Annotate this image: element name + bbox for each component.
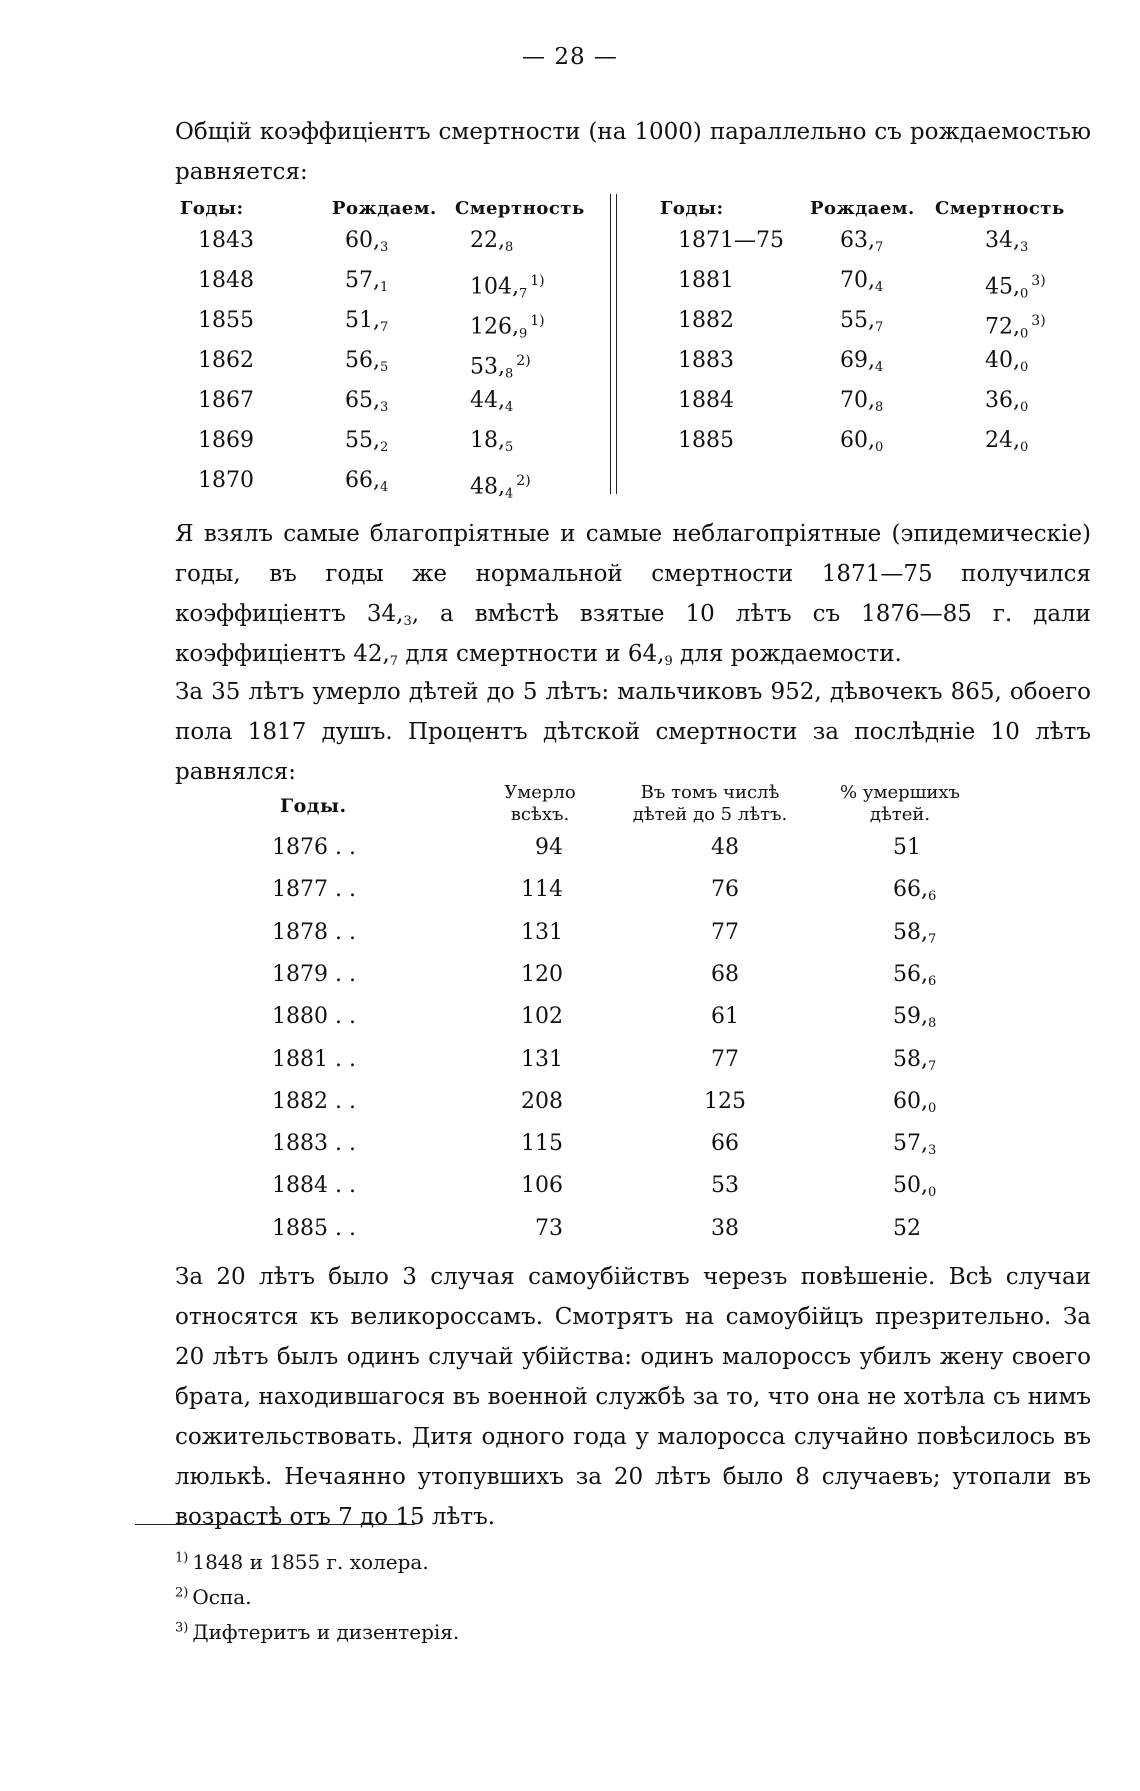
cell-decimal: 0 (1020, 286, 1029, 302)
cell-decimal: 4 (380, 480, 389, 495)
t1-right-year: 1881 (678, 268, 734, 293)
cell-value: 56, (345, 348, 380, 373)
footnote-mark: 3) (175, 1620, 189, 1636)
cell-value: 70, (840, 388, 875, 413)
t1-right-header-death: Смертность (935, 198, 1065, 219)
t2-all: 131 (521, 919, 563, 945)
cell-value: 45, (985, 274, 1020, 300)
p2-text-c: для смертности и 64, (398, 641, 665, 667)
t1-left-death (470, 427, 513, 455)
cell-value: 24, (985, 428, 1020, 453)
t2-all: 73 (535, 1215, 563, 1241)
t1-left-birth (345, 427, 388, 455)
t1-left-death (470, 347, 531, 381)
t1-right-death (985, 387, 1028, 415)
t2-pct (893, 1046, 936, 1074)
t1-left-death (470, 307, 545, 341)
t1-left-death (470, 267, 545, 301)
cell-decimal: 7 (928, 931, 937, 947)
cell-value: 126, (470, 314, 519, 340)
t1-left-year: 1870 (198, 468, 254, 493)
p2-text-a: Я взялъ самые благопріятные и самые неблагопріятные (эпидемическіе) годы, въ годы же нормальной смертности 1871—75 получился коэффиціентъ 34, (175, 521, 1091, 627)
t1-right-birth (840, 427, 883, 455)
cell-value: 48, (470, 474, 505, 500)
cell-value: 70, (840, 268, 875, 293)
t1-left-birth (345, 267, 388, 295)
t2-pct (893, 1172, 936, 1200)
cell-value: 59, (893, 1004, 928, 1030)
t1-left-year: 1855 (198, 308, 254, 333)
t2-header-pct-line2: дѣтей. (869, 804, 931, 825)
t1-right-birth (840, 387, 883, 415)
cell-footnote-ref: 2) (516, 353, 531, 369)
t1-left-birth (345, 307, 388, 335)
cell-value: 104, (470, 274, 519, 300)
cell-decimal: 8 (875, 400, 884, 415)
paragraph-child-deaths: За 35 лѣтъ умерло дѣтей до 5 лѣтъ: мальчиковъ 952, дѣвочекъ 865, обоего пола 1817 душъ. Процентъ дѣтской смертности за послѣдніе 10 лѣтъ равнялся: (175, 679, 1091, 785)
t1-left-birth (345, 347, 388, 375)
cell-value: 55, (345, 428, 380, 453)
cell-value: 69, (840, 348, 875, 373)
t1-divider-a (610, 194, 611, 494)
cell-value: 60, (840, 428, 875, 453)
t2-all: 102 (521, 1004, 563, 1030)
t2-header-all-line1: Умерло (504, 782, 576, 803)
cell-decimal: 7 (875, 320, 884, 335)
cell-value: 44, (470, 388, 505, 413)
t2-header-all-line2: всѣхъ. (510, 804, 570, 825)
t1-left-header-year: Годы: (180, 198, 244, 219)
cell-value: 60, (893, 1088, 928, 1114)
t2-header-all (470, 782, 610, 826)
cell-value: 34, (985, 228, 1020, 253)
t2-year: 1877 . . (272, 877, 356, 903)
t1-right-death (985, 347, 1028, 375)
t2-kids: 38 (711, 1215, 739, 1241)
t2-kids: 76 (711, 877, 739, 903)
p2-sub-a: 3 (403, 614, 412, 629)
t2-pct (893, 876, 936, 904)
cell-decimal: 7 (380, 320, 389, 335)
t1-left-year: 1862 (198, 348, 254, 373)
t1-left-birth (345, 227, 388, 255)
t1-left-death (470, 467, 531, 501)
cell-value: 63, (840, 228, 875, 253)
cell-decimal: 0 (928, 1100, 937, 1116)
t1-right-year: 1884 (678, 388, 734, 413)
cell-footnote-ref: 2) (516, 473, 531, 489)
cell-decimal: 7 (928, 1058, 937, 1074)
t1-left-year: 1867 (198, 388, 254, 413)
t1-left-birth (345, 467, 388, 495)
cell-decimal: 8 (505, 240, 514, 255)
t1-right-birth (840, 347, 883, 375)
cell-value: 36, (985, 388, 1020, 413)
cell-value: 66, (893, 877, 928, 903)
cell-decimal: 4 (875, 360, 884, 375)
footnote-mark: 2) (175, 1585, 189, 1601)
p2-sub-b: 7 (389, 654, 399, 669)
t2-header-pct-line1: % умершихъ (840, 782, 960, 803)
t2-kids: 77 (711, 1046, 739, 1072)
cell-footnote-ref: 1) (530, 313, 545, 329)
cell-value: 40, (985, 348, 1020, 373)
cell-decimal: 8 (505, 366, 514, 382)
cell-decimal: 3 (1020, 240, 1029, 255)
t2-year: 1885 . . (272, 1215, 356, 1241)
t2-kids: 48 (711, 835, 739, 860)
t1-right-year: 1883 (678, 348, 734, 373)
t2-all: 131 (521, 1046, 563, 1072)
cell-footnote-ref: 3) (1031, 273, 1046, 289)
footnote (175, 1585, 252, 1609)
t1-right-death (985, 307, 1046, 341)
p2-text-b: , а вмѣстѣ взятые 10 лѣтъ съ 1876—85 г. дали коэффиціентъ 42, (175, 601, 1091, 667)
cell-value: 58, (893, 919, 928, 945)
t2-pct (893, 1130, 936, 1158)
t1-left-year: 1843 (198, 228, 254, 253)
t1-right-birth (840, 267, 883, 295)
cell-value: 18, (470, 428, 505, 453)
t1-divider-b (616, 194, 617, 494)
t2-pct (893, 834, 921, 862)
t1-right-death (985, 427, 1028, 455)
cell-value: 50, (893, 1173, 928, 1199)
cell-value: 52 (893, 1215, 921, 1241)
cell-decimal: 9 (518, 326, 528, 342)
footnote-text: Оспа. (192, 1585, 252, 1609)
t1-right-header-year: Годы: (660, 198, 724, 219)
cell-footnote-ref: 1) (530, 273, 545, 289)
cell-decimal: 0 (1020, 360, 1029, 375)
t2-kids: 61 (711, 1004, 739, 1030)
cell-value: 51, (345, 308, 380, 333)
cell-value: 72, (985, 314, 1020, 340)
footnote-text: Дифтеритъ и дизентерія. (192, 1620, 460, 1644)
cell-decimal: 5 (380, 360, 389, 375)
footnote-rule (135, 1524, 415, 1525)
t1-right-year: 1885 (678, 428, 734, 453)
t2-header-pct (825, 782, 975, 826)
t2-kids: 68 (711, 961, 739, 987)
t2-pct (893, 1003, 936, 1031)
t2-kids: 77 (711, 919, 739, 945)
t2-all: 114 (521, 877, 563, 903)
cell-decimal: 3 (380, 240, 389, 255)
t1-right-header-birth: Рождаем. (810, 198, 915, 219)
t2-pct (893, 961, 936, 989)
t1-right-death (985, 267, 1046, 301)
paragraph-suicides: За 20 лѣтъ было 3 случая самоубійствъ черезъ повѣшеніе. Всѣ случаи относятся къ великороссамъ. Смотрятъ на самоубійцъ презрительно. За 20 лѣтъ былъ одинъ случай убійства: одинъ малороссъ убилъ жену своего брата, находившагося въ военной службѣ за то, что она не хотѣла съ нимъ сожительствовать. Дитя одного года у малоросса случайно повѣсилось въ люлькѣ. Нечаянно утопувшихъ за 20 лѣтъ было 8 случаевъ; утопали въ возрастѣ отъ 7 до 15 лѣтъ. (175, 1264, 1091, 1530)
cell-decimal: 0 (875, 440, 884, 455)
cell-decimal: 8 (928, 1016, 937, 1032)
intro-paragraph: Общій коэффиціентъ смертности (на 1000) параллельно съ рождаемостью равняется: (175, 119, 1091, 185)
cell-decimal: 1 (380, 280, 389, 295)
t1-right-year: 1871—75 (678, 228, 784, 253)
cell-decimal: 0 (1020, 440, 1029, 455)
page-number: — 28 — (522, 44, 618, 70)
cell-decimal: 7 (875, 240, 884, 255)
cell-decimal: 6 (928, 973, 937, 989)
t2-all: 208 (521, 1088, 563, 1114)
cell-value: 53, (470, 354, 505, 380)
footnote (175, 1620, 459, 1644)
cell-decimal: 6 (928, 889, 937, 905)
footnote-mark: 1) (175, 1550, 189, 1566)
cell-decimal: 3 (928, 1143, 937, 1159)
cell-value: 57, (893, 1131, 928, 1157)
cell-value: 66, (345, 468, 380, 493)
t2-header-kids-line2: дѣтей до 5 лѣтъ. (632, 804, 788, 825)
t2-year: 1882 . . (272, 1088, 356, 1114)
t2-header-kids-line1: Въ томъ числѣ (640, 782, 780, 803)
t2-year: 1884 . . (272, 1173, 356, 1199)
cell-decimal: 3 (380, 400, 389, 415)
t2-year: 1878 . . (272, 919, 356, 945)
paragraph-coefficients (175, 514, 1091, 674)
t2-year: 1881 . . (272, 1046, 356, 1072)
footnote-text: 1848 и 1855 г. холера. (192, 1550, 429, 1574)
cell-decimal: 4 (505, 400, 514, 415)
t1-right-birth (840, 307, 883, 335)
cell-value: 57, (345, 268, 380, 293)
t2-kids: 66 (711, 1131, 739, 1157)
t2-all: 115 (521, 1131, 563, 1157)
t1-left-header-birth: Рождаем. (332, 198, 437, 219)
t2-year: 1879 . . (272, 961, 356, 987)
t2-kids: 125 (704, 1088, 746, 1114)
t2-pct (893, 919, 936, 947)
cell-value: 56, (893, 961, 928, 987)
t2-year: 1883 . . (272, 1131, 356, 1157)
cell-decimal: 0 (928, 1185, 937, 1201)
t1-right-birth (840, 227, 883, 255)
t2-kids: 53 (711, 1173, 739, 1199)
cell-decimal: 0 (1020, 400, 1029, 415)
cell-footnote-ref: 3) (1031, 313, 1046, 329)
t2-pct (893, 1088, 936, 1116)
t1-left-birth (345, 387, 388, 415)
t1-right-year: 1882 (678, 308, 734, 333)
footnote (175, 1550, 429, 1574)
cell-value: 60, (345, 228, 380, 253)
cell-decimal: 4 (875, 280, 884, 295)
cell-value: 55, (840, 308, 875, 333)
cell-value: 65, (345, 388, 380, 413)
cell-value: 58, (893, 1046, 928, 1072)
t1-left-header-death: Смертность (455, 198, 585, 219)
cell-decimal: 5 (505, 440, 514, 455)
t2-header-kids (615, 782, 805, 826)
cell-decimal: 0 (1020, 326, 1029, 342)
t2-year: 1876 . . (272, 835, 356, 860)
cell-decimal: 4 (505, 486, 514, 502)
t2-header-year: Годы. (280, 795, 347, 817)
t1-left-year: 1848 (198, 268, 254, 293)
t1-left-death (470, 387, 513, 415)
t1-left-death (470, 227, 513, 255)
cell-decimal: 7 (518, 286, 528, 302)
cell-value: 22, (470, 228, 505, 253)
t2-all: 106 (521, 1173, 563, 1199)
t1-left-year: 1869 (198, 428, 254, 453)
t2-all: 120 (521, 961, 563, 987)
t2-all: 94 (535, 835, 563, 860)
cell-decimal: 2 (380, 440, 389, 455)
p2-sub-c: 9 (664, 654, 673, 669)
t2-year: 1880 . . (272, 1004, 356, 1030)
cell-value: 51 (893, 835, 921, 860)
t1-right-death (985, 227, 1028, 255)
t2-pct (893, 1215, 921, 1243)
p2-text-d: для рождаемости. (672, 641, 902, 667)
